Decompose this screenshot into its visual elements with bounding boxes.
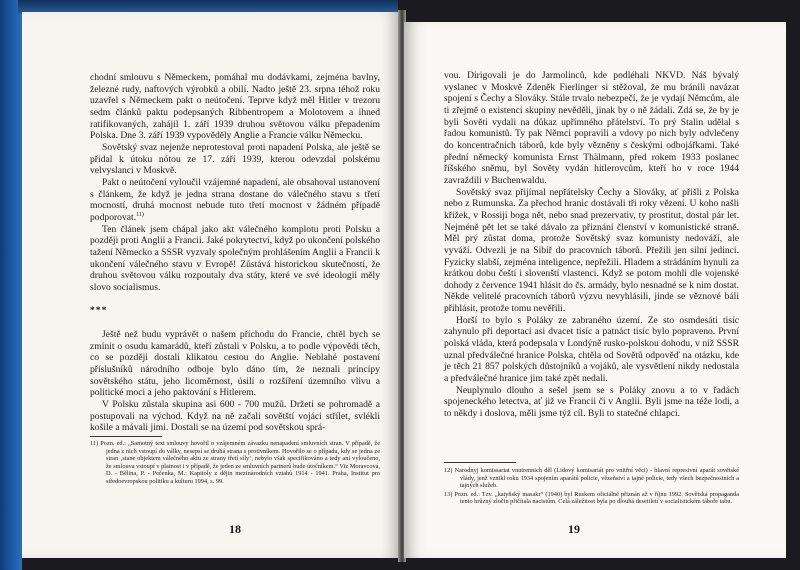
right-page: [404, 22, 786, 558]
left-page-body: [90, 72, 380, 434]
section-separator: ***: [90, 305, 108, 317]
footnote: 12) Narodnyj komissariat vnutrennich děl (Lidový komisariát pro vnitřní věci) - hlavní represivní aparát sovětské vlády, jenž vznikl roku 1934 spojením aparátů policie, vězeňství a tajné policie, tedy všech bezpečnostních a tajných služeb.: [444, 467, 739, 490]
paragraph: Sovětský svaz přijímal nepřátelsky Čechy a Slováky, ať přišli z Polska nebo z Rumunska. Za přechod hranic dostávali tři roky vězení. U koho našli křížek, v Rossiji boga nět, nebo snad prezervativ, ty prostitut, dostal pár let. Nejméně pět let se také dávalo za přiznání členství v komunistické straně. Měl prý zůstat doma, protože Sovětský svaz komunisty nedováží, ale vyváží. Odvezli je na Sibiř do pracovních táborů. Přežili jen silní jedinci. Fyzicky slabší, zejména inteligence, nepřežili. Hladem a strádáním hynuli za krátkou dobu čeští i slovenští vlastenci. Když se potom mohli dle vojenské dohody z července 1941 hlásit do čs. armády, bylo nesnadné se k nim dostat. Někde velitelé pracovních táborů výzvu nevyhlásili, jinde se věznové báli přihlásit, protože tomu nevěřili.: [444, 186, 739, 315]
paragraph: Ten článek jsem chápal jako akt válečného komplotu proti Polsku a později proti Anglii a Francii. Jaké pokrytectví, když po ukončení polského tažení Německo a SSSR vyzvaly společným prohlášením Anglii a Francii k ukončení válečného stavu v Evropě! Zůstává historickou skutečností, že druhou světovou válku rozpoutaly dva státy, které ve své ideologii měly slovo socialismus.: [90, 223, 380, 293]
page-number: 18: [229, 522, 241, 536]
footnotes: [90, 440, 380, 487]
book-cover-edge: [0, 0, 22, 570]
footnotes: [444, 467, 739, 507]
paragraph-text: Pakt o neútočení vyloučil vzájemné napadení, ale obsahoval ustanovení s článkem, že když je jedna strana dostane do válečného stavu s třetí mocností, druhá mocnost nebude tuto třetí mocnost v žádném případě podporovat.: [90, 176, 380, 223]
paragraph: vou. Dirigovali je do Jarmolinců, kde podléhali NKVD. Náš bývalý vyslanec v Moskvě Zdeněk Fierlinger si stěžoval, že mu bránili navázat spojení s Čechy a Slováky. Stále trvalo nebezpečí, že je vydají Němcům, ale ti zřejmě o existenci skupiny nevěděli, jinak by o ně žádali. Zdá se, že by je byli Sověti vydali na důkaz upřímného přátelství. To prý Stalin udělal s řadou komunistů. Ty pak Němci popravili a vdovy po nich byly odvlečeny do koncentračních táborů, kde byly vězněny s českými odbojářkami. Také přední německý komunista Ernst Thälmann, před rokem 1933 poslanec říšského sněmu, byl Sověty vydán hitlerovcům, kteří ho v roce 1944 zavraždili v Buchenwaldu.: [444, 70, 739, 186]
footnote: 13) Pozn. ed.: Tzv. „katyňský masakr“ (1940) byl Ruskem oficiálně přiznán až v říjnu 1992. Sovětská propaganda tento hrůzný zločin přičítala nacistům. Celá záležitost byla po dlouhá desetiletí v socialistickém táboře tabu.: [444, 490, 739, 506]
footnote-mark: 11): [136, 211, 144, 218]
page-number: 19: [568, 522, 580, 536]
right-page-body: [444, 70, 739, 420]
footnote-rule: [90, 436, 162, 437]
paragraph: chodní smlouvu s Německem, pomáhal mu dodávkami, zejména bavlny, železné rudy, naftových výrobků a obilí. Nadto ještě 23. srpna téhož roku uzavřel s Německem pakt o neútočení. Teprve když měl Hitler v trezoru sedm článků paktu podepsaných Ribbentropem a Molotovem a ihned ratifikovaných, zahájil 1. září 1939 druhou světovou válku přepadením Polska. Dne 3. září 1939 vypověděly Anglie a Francie válku Německu.: [90, 72, 380, 142]
left-page: [22, 12, 400, 558]
paragraph: Ještě než budu vyprávět o našem příchodu do Francie, chtěl bych se zmínit o osudu kamarádů, kteří zůstali v Polsku, a to podle výpovědi těch, co se později dostali klikatou cestou do Anglie. Neblahé postavení příslušníků národního odboje bylo dáno tím, že neznali principy sovětského státu, jeho licoměrnost, úsilí o rozšíření územního vlivu a politické moci a jeho paktování s Hitlerem.: [90, 329, 380, 399]
paragraph: Sovětský svaz nejenže neprotestoval proti napadení Polska, ale ještě se přidal k útoku nótou ze 17. září 1939, kterou odevzdal polskému velvyslanci v Moskvě.: [90, 141, 380, 177]
paragraph: Neuplynulo dlouho a sešel jsem se s Poláky znovu a to v řadách spojeneckého letectva, ať již ve Francii či v Anglii. Byli jsme na téže lodi, a to někdy i doslova, měli jsme týž cíl. Byli to statečné chlapci.: [444, 384, 739, 420]
paragraph-with-note: [90, 177, 380, 224]
footnote-rule: [444, 462, 516, 463]
paragraph: V Polsku zůstala skupina asi 600 - 700 mužů. Držeti se pohromadě a postupovali na východ. Když na ně začali sovětští vojáci střílet, svlékli košile a mávali jimi. Dostali se na území pod sovětskou sprá-: [90, 399, 380, 434]
footnote: 11) Pozn. ed.: „Samotný text smlouvy hovořil o vzájemném závazku nenapadení smluvních stran. V případě, že jedna z nich vstoupí do války, nesepsí se druhá strana s protivníkem. Hovořilo se o případu, kdy se jedna ze stran ‚stane objektem válečného aktu ze strany třetí síly‘, nebylo však specifikováno a tedy ani vyloučeno, že smlouva vstoupí v platnost i v případě, že jeden ze smluvních partnerů bude útočníkem.“ Viz Moravcová, D. - Bělina, P. - Pečenka, M.: Kapitoly z dějin mezinárodních vztahů 1914 - 1941. Praha, Institut pro středoevropskou politiku a kulturu 1994, s. 99.: [90, 440, 380, 485]
paragraph: Horší to bylo s Poláky ze zabraného území. Ze sto osmdesáti tisíc zahynulo při deportaci asi dvacet tisíc a patnáct tisíc bylo popraveno. První polská vláda, která podepsala v Londýně rusko-polskou dohodu, v níž SSSR uznal předválečné hranice Polska, chtěla od Sovětů odpověď na otázku, kde je těch 21 857 polských důstojníků a vojáků, ale vysvětlení nikdy nedostala a předválečné hranice jim také zpět nedali.: [444, 314, 739, 385]
